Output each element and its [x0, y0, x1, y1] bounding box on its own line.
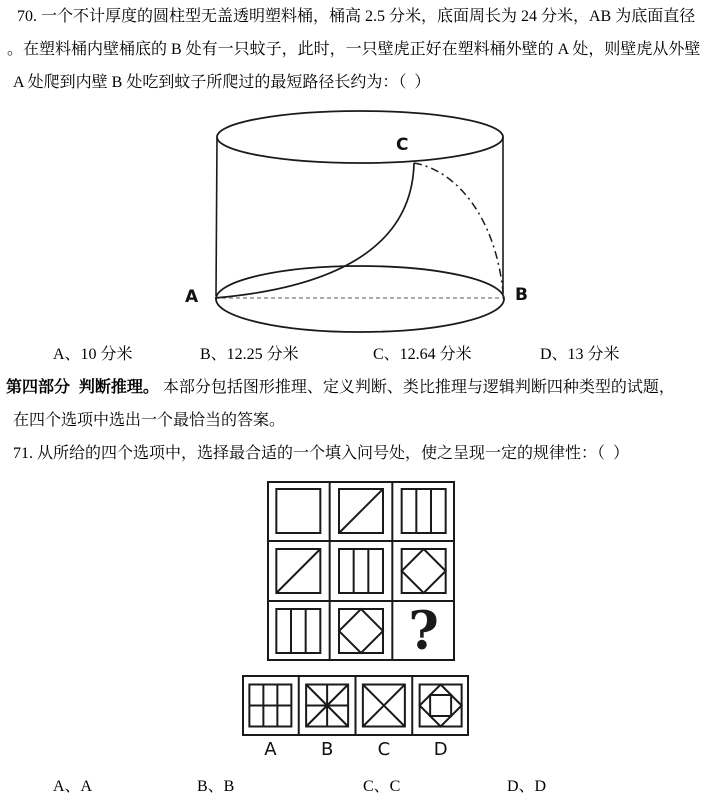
q70-option-a: A、10 分米 — [53, 346, 133, 363]
point-a-label: A — [185, 287, 199, 307]
section-desc-part2: 在四个选项中选出一个最恰当的答案。 — [13, 412, 286, 429]
choice-label-d: D — [433, 739, 448, 760]
q71-answer-b: B、B — [197, 778, 235, 795]
cylinder-diagram — [168, 100, 548, 345]
q71-prompt: 71. 从所给的四个选项中，选择最合适的一个填入问号处，使之呈现一定的规律性：（ ） — [13, 445, 630, 462]
q71-choices-svg — [242, 675, 469, 736]
q71-answer-c: C、C — [363, 778, 401, 795]
figure-diamond — [339, 609, 383, 653]
outer-wall-path-curve — [215, 163, 414, 298]
question-mark: ? — [408, 601, 439, 661]
section-title: 第四部分 判断推理。 — [6, 379, 159, 396]
section-header-line1 — [6, 380, 675, 396]
figure-diamond-square — [420, 685, 462, 727]
figure-stripes — [339, 549, 383, 593]
choice-label-c: C — [377, 739, 391, 760]
cylinder-top-rim — [217, 111, 503, 163]
cylinder-bottom-rim — [216, 266, 504, 332]
figure-blank — [276, 489, 320, 533]
figure-diagonal — [276, 549, 320, 593]
figure-diamond — [402, 549, 446, 593]
figure-sectors8 — [306, 685, 348, 727]
q71-answer-a: A、A — [53, 778, 93, 795]
q71-grid-svg — [267, 481, 455, 661]
figure-stripes — [276, 609, 320, 653]
figure-grid6 — [249, 685, 291, 727]
figure-diagonal — [339, 489, 383, 533]
inner-wall-dashdot-curve — [414, 163, 503, 292]
section-desc-part1: 本部分包括图形推理、定义判断、类比推理与逻辑判断四种类型的试题， — [158, 379, 675, 396]
q70-option-b: B、12.25 分米 — [200, 346, 299, 363]
q70-text-line2: 。在塑料桶内壁桶底的 B 处有一只蚊子，此时，一只壁虎正好在塑料桶外壁的 A 处，则壁虎从外壁 — [7, 41, 701, 58]
choice-labels-row — [242, 739, 469, 760]
point-b-label: B — [515, 285, 528, 305]
q70-option-d: D、13 分米 — [540, 346, 620, 363]
q70-option-c: C、12.64 分米 — [373, 346, 472, 363]
figure-crossx — [363, 685, 405, 727]
cylinder-left-wall — [216, 138, 217, 296]
figure-question — [408, 601, 438, 661]
choice-label-a: A — [264, 739, 277, 760]
q71-answer-d: D、D — [507, 778, 547, 795]
choice-label-b: B — [320, 739, 334, 760]
q70-text-line3: A 处爬到内壁 B 处吃到蚊子所爬过的最短路径长约为：（ ） — [13, 74, 431, 91]
q70-text-line1: 70. 一个不计厚度的圆柱型无盖透明塑料桶，桶高 2.5 分米，底面周长为 24 分米，AB 为底面直径 — [17, 8, 696, 25]
figure-stripes — [402, 489, 446, 533]
point-c-label: C — [396, 135, 409, 155]
